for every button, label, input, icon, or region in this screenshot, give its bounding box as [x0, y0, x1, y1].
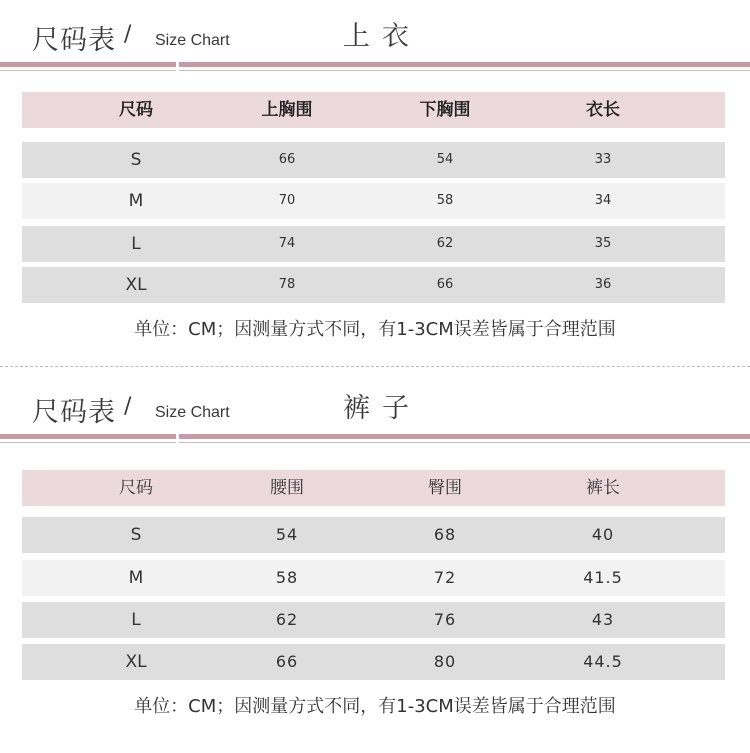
value-cell: 41.5	[583, 568, 623, 587]
header-cell-pant-length: 裤长	[586, 478, 620, 498]
size-chart-subtitle: Size Chart	[155, 404, 230, 421]
value-cell: 68	[433, 525, 457, 544]
value-cell: 33	[594, 152, 612, 167]
header-cell-size: 尺码	[119, 100, 153, 120]
table-row	[22, 560, 725, 596]
value-cell: 58	[275, 568, 299, 587]
size-cell: S	[130, 525, 142, 545]
category-label: 上衣	[343, 21, 421, 52]
value-cell: 76	[433, 610, 457, 629]
value-cell: 54	[436, 152, 454, 167]
value-cell: 35	[594, 236, 612, 251]
title-separator: /	[124, 22, 132, 47]
size-cell: L	[131, 234, 141, 254]
value-cell: 34	[594, 193, 612, 208]
value-cell: 43	[591, 610, 615, 629]
value-cell: 80	[433, 652, 457, 671]
heading-rule	[0, 434, 750, 439]
value-cell: 36	[594, 277, 612, 292]
table-row	[22, 517, 725, 553]
heading-rule-thin	[0, 442, 750, 443]
table-row	[22, 602, 725, 638]
value-cell: 44.5	[583, 652, 623, 671]
value-cell: 54	[275, 525, 299, 544]
header-cell-length: 衣长	[586, 100, 620, 120]
value-cell: 70	[278, 193, 296, 208]
value-cell: 66	[278, 152, 296, 167]
size-cell: XL	[125, 275, 147, 295]
size-cell: XL	[125, 652, 147, 672]
value-cell: 66	[275, 652, 299, 671]
header-cell-hip: 臀围	[428, 478, 462, 498]
size-chart-title: 尺码表	[32, 25, 116, 56]
header-cell-size: 尺码	[119, 478, 153, 498]
measurement-note: 单位：CM；因测量方式不同，有1-3CM误差皆属于合理范围	[134, 319, 616, 340]
value-cell: 62	[275, 610, 299, 629]
size-cell: S	[130, 150, 142, 170]
size-cell: L	[131, 610, 141, 630]
pants-size-section	[0, 372, 750, 753]
value-cell: 72	[433, 568, 457, 587]
value-cell: 58	[436, 193, 454, 208]
tops-size-section	[0, 0, 750, 365]
size-chart-title: 尺码表	[32, 397, 116, 428]
measurement-note: 单位：CM；因测量方式不同，有1-3CM误差皆属于合理范围	[134, 696, 616, 717]
size-cell: M	[128, 191, 144, 211]
heading-rule-notch	[176, 433, 179, 444]
heading-rule	[0, 62, 750, 67]
table-row	[22, 267, 725, 303]
table-header-row	[22, 470, 725, 506]
category-label: 裤子	[343, 393, 421, 424]
value-cell: 40	[591, 525, 615, 544]
table-row	[22, 183, 725, 219]
table-header-row	[22, 92, 725, 128]
value-cell: 66	[436, 277, 454, 292]
header-cell-under-bust: 下胸围	[419, 100, 471, 120]
value-cell: 78	[278, 277, 296, 292]
header-cell-waist: 腰围	[270, 478, 304, 498]
table-row	[22, 226, 725, 262]
section-divider	[0, 366, 750, 367]
size-cell: M	[128, 568, 144, 588]
heading-rule-notch	[176, 61, 179, 72]
table-row	[22, 142, 725, 178]
value-cell: 62	[436, 236, 454, 251]
size-chart-subtitle: Size Chart	[155, 32, 230, 49]
title-separator: /	[124, 394, 132, 419]
table-row	[22, 644, 725, 680]
value-cell: 74	[278, 236, 296, 251]
heading-rule-thin	[0, 70, 750, 71]
header-cell-upper-bust: 上胸围	[261, 100, 313, 120]
